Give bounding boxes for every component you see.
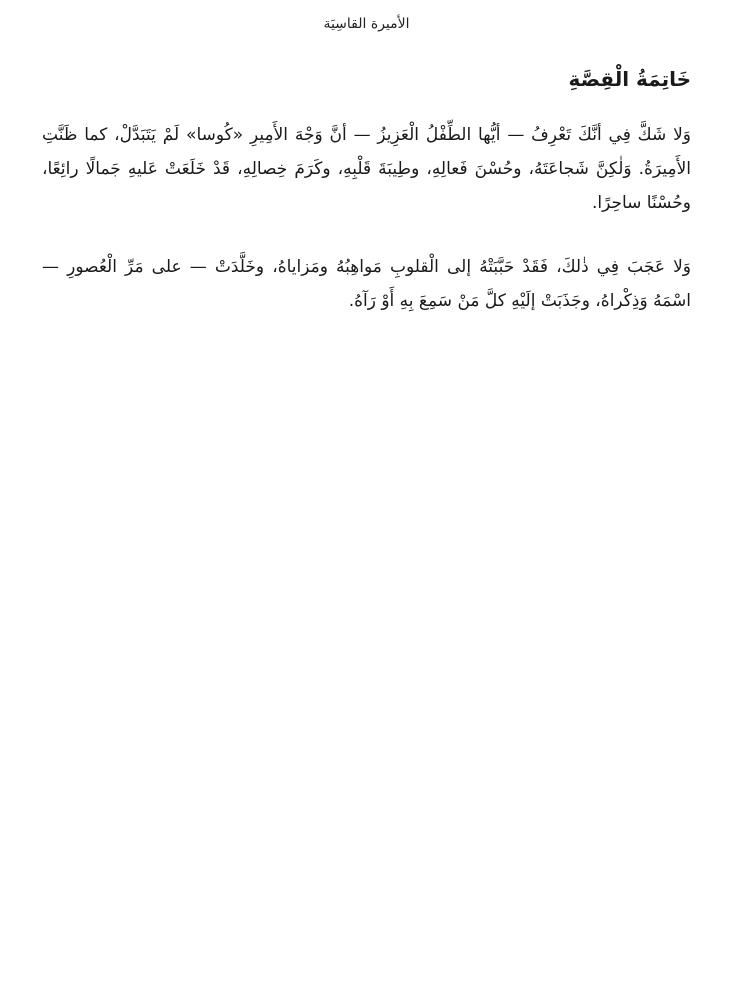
paragraph: وَلا شَكَّ فِي أنَّكَ تَعْرِفُ — أيُّها الطِّفْلُ الْعَزِيزُ — أنَّ وَجْهَ الأَمِيرِ «كُوسا» لَمْ يَتَبَدَّلْ، كما ظَنَّتِ الأَمِيرَةُ. وَلٰكِنَّ شَجاعَتَهُ، وحُسْنَ فَعالِهِ، وطِيبَةَ قَلْبِهِ، وكَرَمَ خِصالِهِ، قَدْ خَلَعَتْ عَليهِ جَمالًا رائِعًا، وحُسْنًا ساحِرًا. <box>42 125 691 213</box>
paragraph: وَلا عَجَبَ فِي ذٰلكَ، فَقَدْ حَبَّبَتْهُ إلى الْقلوبِ مَواهِبُهُ ومَزاياهُ، وخَلَّدَتْ — على مَرِّ الْعُصورِ — اسْمَهُ وَذِكْراهُ، وجَذَبَتْ إلَيْهِ كلَّ مَنْ سَمِعَ بِهِ أَوْ رَآهُ. <box>42 257 691 311</box>
page-content <box>42 62 691 348</box>
chapter-title: خَاتِمَةُ الْقِصَّةِ <box>568 67 691 91</box>
running-header: الأميرة القاسِيَة <box>323 16 410 32</box>
